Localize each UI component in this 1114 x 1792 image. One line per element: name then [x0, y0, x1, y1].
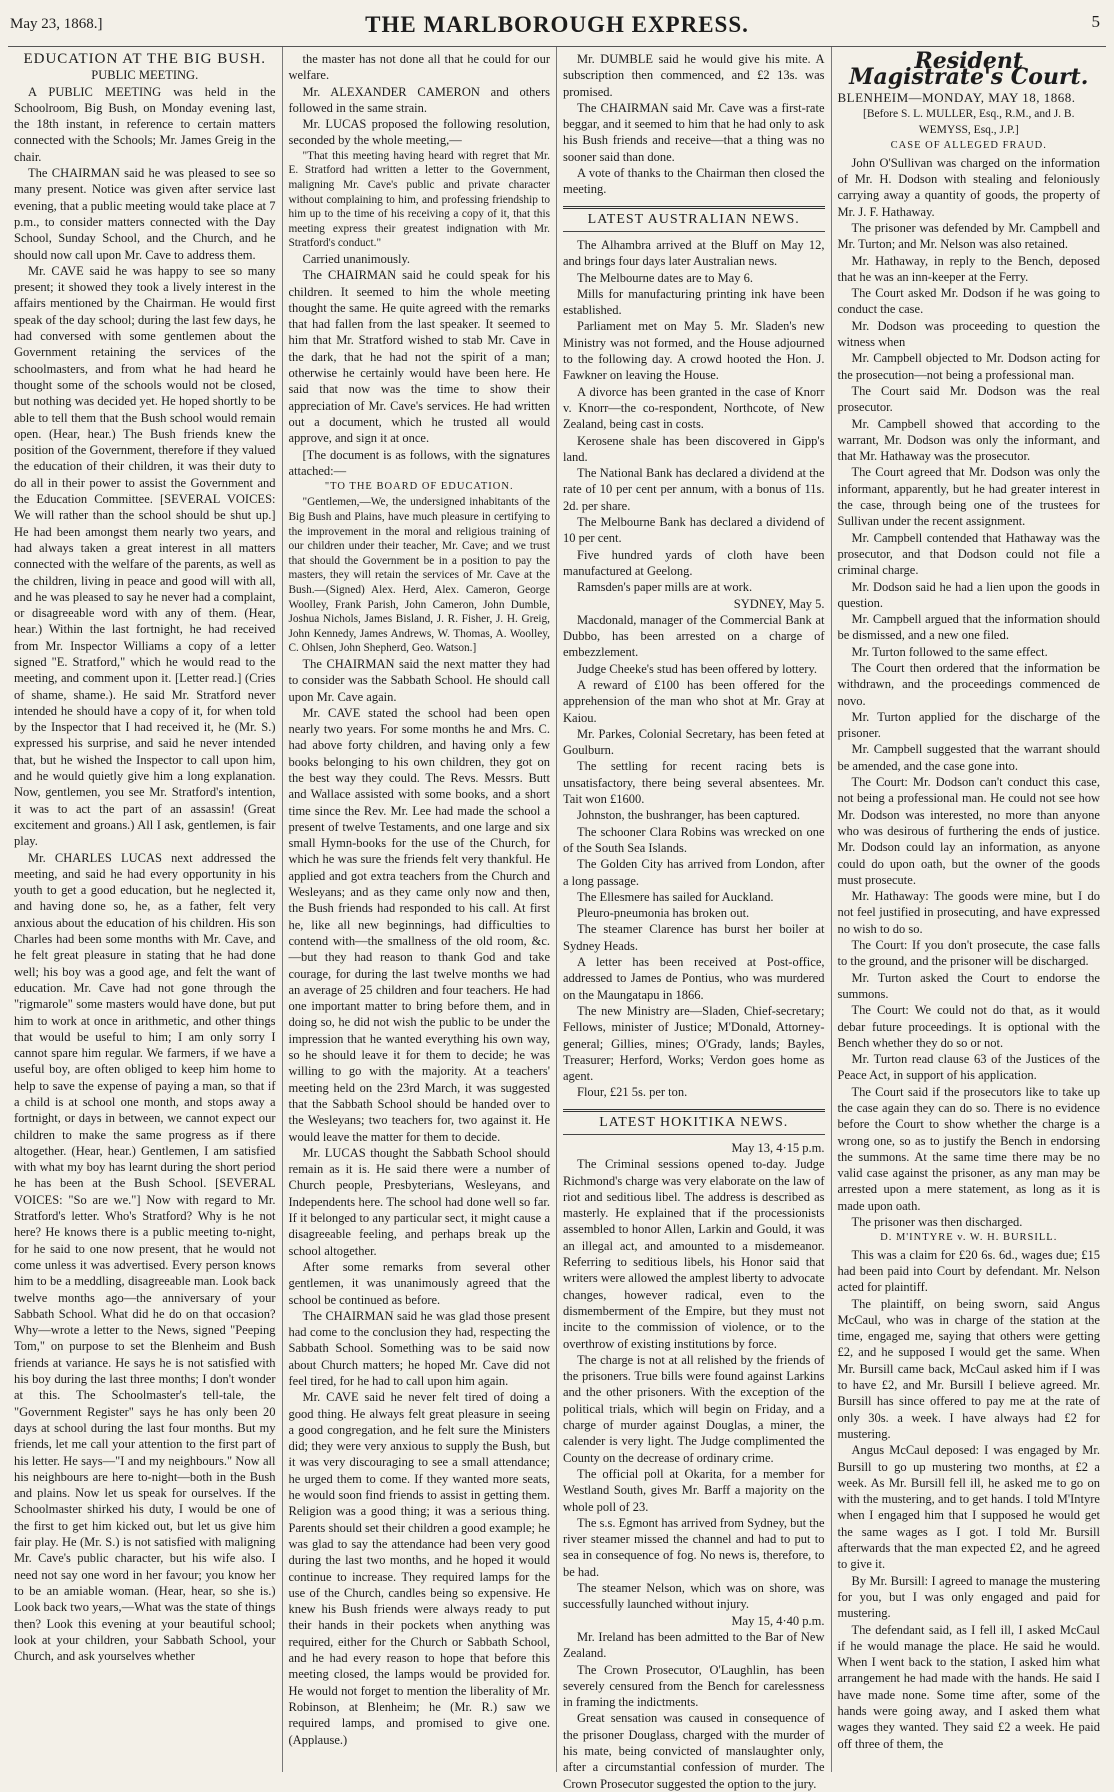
paragraph: Macdonald, manager of the Commercial Bank at Dubbo, has been arrested on a charge of embezzlement.	[563, 612, 825, 660]
paragraph: Mills for manufacturing printing ink have been established.	[563, 286, 825, 318]
article-body	[14, 84, 276, 1665]
paragraph: The Melbourne dates are to May 6.	[577, 270, 753, 285]
paragraph: Mr. DUMBLE said he would give his mite. A subscription then commenced, and £2 13s. was promised.	[563, 52, 825, 99]
paragraph: A divorce has been granted in the case of Knorr v. Knorr—the co-respondent, Northcote, of New Zealand, being cast in costs.	[563, 384, 825, 432]
paragraph: The Court then ordered that the information be withdrawn, and the proceedings commenced de novo.	[837, 660, 1100, 708]
paragraph: The prisoner was then discharged.	[851, 1215, 1023, 1230]
paragraph: Mr. Campbell objected to Mr. Dodson acting for the prosecution—not being a professional man.	[837, 351, 1100, 382]
dateline: May 13, 4·15 p.m.	[731, 1141, 825, 1155]
paragraph: The CHAIRMAN said the next matter they had to consider was the Sabbath School. He should call upon Mr. Cave again.	[288, 656, 550, 704]
column-1	[8, 47, 283, 1772]
paragraph: Mr. Dodson said he had a lien upon the goods in question.	[837, 579, 1100, 610]
paragraph: Judge Cheeke's stud has been offered by lottery.	[577, 661, 818, 676]
paragraph: The s.s. Egmont has arrived from Sydney, but the river steamer missed the channel and had to put to sea in consequence of fog. No news is, therefore, to be had.	[563, 1515, 825, 1579]
paragraph: Mr. Parkes, Colonial Secretary, has been feted at Goulburn.	[563, 726, 825, 758]
section-heading: LATEST AUSTRALIAN NEWS.	[563, 206, 825, 232]
paragraph: The Court: If you don't prosecute, the case falls to the ground, and the prisoner will be discharged.	[837, 938, 1100, 969]
paragraph: Mr. Dodson was proceeding to question the witness when	[837, 318, 1100, 350]
article-body	[289, 656, 551, 1748]
document-text: "Gentlemen,—We, the undersigned inhabitants of the Big Bush and Plains, have much pleasure in certifying to the improvement in the moral and religious training of our children under their teacher, Mr. Cave; and we trust that should the Government be in a position to pay the masters, they will retain the services of Mr. Cave at the Bush.—(Signed) Alex. Herd, Alex. Cameron, George Woolley, Frank Parish, John Cameron, John Dumble, Joshua Nichols, James Bisland, J. R. Fisher, J. H. Greig, John Kennedy, James Andrews, W. Thomas, A. Woolley, C. Ohlsen, John Shepherd, Geo. Watson.]	[288, 496, 550, 655]
article-subhead: PUBLIC MEETING.	[91, 68, 199, 83]
paragraph: The official poll at Okarita, for a member for Westland South, gives Mr. Barff a majority on the whole poll of 23.	[563, 1466, 825, 1514]
paragraph: By Mr. Bursill: I agreed to manage the mustering for you, but I was only engaged and paid for mustering.	[837, 1573, 1100, 1621]
case-title: D. M'INTYRE v. W. H. BURSILL.	[880, 1232, 1058, 1244]
article-body	[563, 51, 825, 198]
paragraph: Mr. Turton read clause 63 of the Justices of the Peace Act, in support of his application.	[837, 1052, 1100, 1083]
paragraph: The prisoner was defended by Mr. Campbell and Mr. Turton; and Mr. Nelson was also retained.	[837, 220, 1100, 252]
news-items	[563, 612, 825, 1101]
paragraph: Flour, £21 5s. per ton.	[577, 1085, 688, 1100]
columns	[8, 47, 1106, 1791]
paragraph: The National Bank has declared a dividend at the rate of 10 per cent per annum, with a bonus of 11s. 2d. per share.	[563, 466, 825, 513]
paragraph: The new Ministry are—Sladen, Chief-secretary; Fellows, minister of Justice; M'Donald, Attorney-general; Gillies, mines; O'Grady, lands; Bayles, Treasurer; Herford, Works; Verdon goes home as agent.	[563, 1003, 825, 1084]
paragraph: The Alhambra arrived at the Bluff on May 12, and brings four days later Australian news.	[563, 237, 825, 269]
paragraph: Mr. LUCAS thought the Sabbath School should remain as it is. He said there were a number of Church people, Presbyterians, Wesleyans, and Independents here. The school had done well so far. If it belonged to any particular sect, it might cause a disagreeable feeling, and perhaps break up the school altogether.	[288, 1145, 550, 1258]
court-dateline: BLENHEIM—MONDAY, MAY 18, 1868.	[837, 89, 1076, 105]
paragraph: The Ellesmere has sailed for Auckland.	[577, 889, 774, 904]
paragraph: Kerosene shale has been discovered in Gipp's land.	[563, 433, 825, 464]
paragraph: The Court agreed that Mr. Dodson was only the informant, apparently, but he had greater interest in the case, through being one of the trustees for Sullivan under the recent assignment.	[837, 465, 1100, 529]
paragraph: The CHAIRMAN said Mr. Cave was a first-rate beggar, and it seemed to him that he had only to ask his Bush friends and receive—that a thing was no sooner said than done.	[563, 100, 825, 164]
paragraph: Mr. Turton applied for the discharge of the prisoner.	[837, 709, 1100, 741]
column-4	[832, 47, 1106, 1772]
paragraph: Mr. Ireland has been admitted to the Bar of New Zealand.	[563, 1629, 825, 1661]
paragraph: The Melbourne Bank has declared a dividend of 10 per cent.	[563, 515, 825, 546]
column-2	[283, 47, 558, 1772]
paragraph: Mr. ALEXANDER CAMERON and others followed in the same strain.	[288, 84, 550, 115]
news-items	[563, 1156, 825, 1612]
page-number: 5	[1091, 12, 1100, 31]
paragraph: The CHAIRMAN said he was pleased to see so many present. Notice was given after service last evening, that a public meeting would take place at 7 p.m., to consider matters connected with the Day School, Sunday School, and the Church, and he should now call upon Mr. Cave to address them.	[14, 166, 276, 262]
paragraph: The schooner Clara Robins was wrecked on one of the South Sea Islands.	[563, 824, 825, 855]
paragraph: the master has not done all that he could for our welfare.	[288, 52, 550, 83]
article-body	[289, 51, 551, 149]
case-title: CASE OF ALLEGED FRAUD.	[890, 140, 1047, 152]
paragraph: Great sensation was caused in consequence of the prisoner Douglass, charged with the murder of his mate, being convicted of manslaughter only, after a circumstantial confession of murder. The Crown Prosecutor suggested the option to the jury.	[563, 1711, 825, 1791]
paragraph: Mr. Campbell contended that Hathaway was the prosecutor, and that Dodson could not file a criminal charge.	[837, 530, 1100, 578]
paragraph: Mr. LUCAS proposed the following resolution, seconded by the whole meeting,—	[288, 117, 550, 148]
paragraph: The steamer Clarence has burst her boiler at Sydney Heads.	[563, 922, 825, 953]
paragraph: Mr. Turton followed to the same effect.	[851, 644, 1048, 659]
masthead	[8, 6, 1106, 47]
paragraph: The Criminal sessions opened to-day. Judge Richmond's charge was very elaborate on the law of riot and seditious libel. The address is described as masterly. He explained that if the processionists assembled to honor Allen, Larkin and Gould, it was an illegal act, and amounted to a misdemeanor. Referring to seditious libels, his Honor said that writers were allowed the amplest liberty to advocate changes, however radical, even to the dismemberment of the Empire, but they must not incite to the commission of violence, or to the overthrow of existing institutions by force.	[563, 1157, 825, 1351]
paragraph: Five hundred yards of cloth have been manufactured at Geelong.	[563, 547, 825, 578]
paragraph: A letter has been received at Post-office, addressed to James de Pontius, who was murdered on the Maungatapu in 1866.	[563, 955, 825, 1002]
court-bench: [Before S. L. MULLER, Esq., R.M., and J. B. WEMYSS, Esq., J.P.]	[863, 107, 1075, 137]
paragraph: Angus McCaul deposed: I was engaged by Mr. Bursill to go up mustering two months, at £2 a week. As Mr. Bursill fell ill, he asked me to go on with the mustering, and to get hands. I told M'Intyre when I engaged him that I supposed he would get the same wages as I got. I told Mr. Bursill afterwards that the man expected £2, and he agreed to give it.	[837, 1443, 1100, 1572]
paragraph: The settling for recent racing bets is unsatisfactory, there being several absentees. Mr. Tait won £1600.	[563, 759, 825, 807]
case-report	[838, 1247, 1100, 1752]
paragraph: The CHAIRMAN said he was glad those present had come to the conclusion they had, respecting the Sabbath School. Something was to be said now about Church matters; he hoped Mr. Cave did not feel tired, for he had to call upon him again.	[288, 1308, 550, 1388]
paragraph: John O'Sullivan was charged on the information of Mr. H. Dodson with stealing and feloniously carrying away a quantity of goods, the property of Mr. J. F. Hathaway.	[837, 155, 1100, 219]
paragraph: The Court said Mr. Dodson was the real prosecutor.	[837, 383, 1100, 415]
article-headline: EDUCATION AT THE BIG BUSH.	[23, 51, 267, 67]
column-3	[557, 47, 832, 1791]
resolution-text: "That this meeting having heard with regret that Mr. E. Stratford had written a letter to the Government, maligning Mr. Cave's public and private character without complaining to him, and professing friendship to him up to the time of his receiving a copy of it, that this meeting express their greatest indignation with Mr. Stratford's conduct."	[288, 149, 550, 250]
paragraph: The defendant said, as I fell ill, I asked McCaul if he would manage the place. He said he would. When I went back to the station, I asked him what arrangement he had made with the hands. He said I have made none. Some time after, some of the hands were going away, and I asked them what wages they wanted. They said £2 a week. He paid off three of them, the	[837, 1622, 1100, 1751]
paragraph: A vote of thanks to the Chairman then closed the meeting.	[563, 166, 825, 197]
news-items	[563, 1629, 825, 1792]
paragraph: Carried unanimously.	[302, 251, 411, 266]
paragraph: Mr. CAVE stated the school had been open nearly two years. For some months he and Mrs. C. had above forty children, and having only a few books belonging to his own children, they got on the best way they could. The Revs. Messrs. Butt and Wallace assisted with some books, and a short time since the Rev. Mr. Lee had made the school a present of twelve Testaments, and one large and six small Hymn-books for the use of the Church, for which he was sure the friends felt very thankful. He applied and got extra teachers from the Church and Wesleyans; and as they came only now and then, the Bush friends had responded to his call. At first he, like all new beginnings, had difficulties to contend with—the smallness of the old room, &c.—but they had reason to thank God and take courage, for during the last twelve months we had an average of 25 children and four teachers. He had one important matter to bring before them, and in doing so, he did not wish the public to be under the impression that he wanted everything his own way, so he should leave it for them to decide; he was willing to go with the majority. At a teachers' meeting held on the 23rd March, it was suggested that the Sabbath School should be handed over to the Wesleyans; two teachers for, two against it. He would leave the matter for them to decide.	[288, 705, 550, 1144]
paragraph: The Golden City has arrived from London, after a long passage.	[563, 857, 825, 888]
issue-date: May 23, 1868.]	[10, 16, 103, 32]
paragraph: Mr. CAVE said he was happy to see so many present; it showed they took a lively interest in the affairs mentioned by the Chairman. He would first speak of the day school; during the last few days, he had conversed with some gentlemen about the Government retaining the services of the schoolmasters, and from what he had heard he thought some of the schools would not be closed, but nothing was decided yet. He hoped shortly to be able to tell them that the Bush school would remain open. (Hear, hear.) The Bush friends knew the position of the Government, therefore if they valued the education of their children, it was their duty to do all in their power to assist the Government and the Education Committee. [SEVERAL VOICES: We will rather than the school should be shut up.] He had been amongst them nearly two years, and had always taken a great interest in all matters connected with the welfare of the parents, as well as the children, living in peace and good will with all, and he was pleased to say he never had a complaint, or disagreeable word with any of them. (Hear, hear.) Within the last fortnight, he had received from Mr. Inspector Williams a copy of a letter signed "E. Stratford," which he would read to the meeting, and comment upon it. [Letter read.] (Cries of shame, shame.). He said Mr. Stratford never intended he should have a copy of it, for when told by the Inspector that I had received it, he (Mr. S.) expressed his surprise, and said he never intended that, but he wished the Inspector to call upon him, and he would quietly give him a long explanation. Now, gentlemen, you see Mr. Stratford's intention, it was to act the part of an assassin! (Great excitement and groans.) All I ask, gentlemen, is fair play.	[14, 263, 276, 849]
paragraph: [The document is as follows, with the signatures attached:—	[288, 447, 550, 478]
paragraph: Mr. Hathaway, in reply to the Bench, deposed that he was an inn-keeper at the Ferry.	[837, 253, 1100, 284]
dateline: SYDNEY, May 5.	[733, 596, 825, 611]
paragraph: The steamer Nelson, which was on shore, was successfully launched without injury.	[563, 1581, 825, 1612]
paragraph: Mr. Turton asked the Court to endorse the summons.	[837, 970, 1100, 1001]
paragraph: The charge is not at all relished by the friends of the prisoners. True bills were found against Larkins and the other prisoners. With the exception of the political trials, which will begin on Friday, and a charge of murder against Douglas, a miner, the calender is very light. The Judge complimented the County on the decrease of ordinary crime.	[563, 1352, 825, 1465]
section-headline: Resident Magistrate's Court.	[849, 48, 1089, 91]
paragraph: A reward of £100 has been offered for the apprehension of the man who shot at Mr. Gray at Kaiou.	[563, 677, 825, 725]
paragraph: The Crown Prosecutor, O'Laughlin, has been severely censured from the Bench for carelessness in framing the indictments.	[563, 1662, 825, 1710]
paragraph: Mr. Campbell suggested that the warrant should be amended, and the case gone into.	[837, 742, 1100, 773]
section-heading: LATEST HOKITIKA NEWS.	[563, 1109, 825, 1135]
newspaper-title: THE MARLBOROUGH EXPRESS.	[365, 12, 749, 37]
paragraph: Mr. Campbell showed that according to the warrant, Mr. Dodson was only the informant, and that Mr. Hathaway was the prosecutor.	[837, 416, 1100, 464]
paragraph: Mr. CAVE said he never felt tired of doing a good thing. He always felt great pleasure in seeing a good congregation, and he felt sure the Ministers did; they were very anxious to supply the Bush, but it was very discouraging to see a small attendance; he urged them to come. If they wanted more seats, he would soon find friends to assist in getting them. Religion was a good thing; it was a serious thing. Parents should set their children a good example; he was glad to say the attendance had been very good during the last two months, and he hoped it would continue to increase. They required lamps for the use of the Church, candles being so expensive. He knew his Bush friends were always ready to put their hands in their pockets when anything was required, either for the Church or Sabbath School, and he had every reason to hope that before this meeting closed, the lamps would be provided for. He would not forget to mention the liberality of Mr. Robinson, at Blenheim; he (Mr. R.) saw we required lamps, and promised to give one. (Applause.)	[288, 1390, 550, 1747]
news-items	[563, 237, 825, 596]
case-report	[838, 155, 1100, 1231]
paragraph: The Court asked Mr. Dodson if he was going to conduct the case.	[837, 286, 1100, 317]
paragraph: Mr. Campbell argued that the information should be dismissed, and a new one filed.	[837, 612, 1100, 643]
paragraph: The plaintiff, on being sworn, said Angus McCaul, who was in charge of the station at the time, engaged me, saying that others were getting £2, and he supposed I would get the same. When Mr. Bursill came back, McCaul asked him if I was to have £2, and Mr. Bursill I believe agreed. Mr. Bursill has since offered to pay me at the rate of only 30s. a week. I have always had £2 for mustering.	[837, 1296, 1100, 1441]
paragraph: The Court: We could not do that, as it would debar future proceedings. It is optional with the Bench whether they do so or not.	[837, 1003, 1100, 1050]
paragraph: The Court: Mr. Dodson can't conduct this case, not being a professional man. He could not see how Mr. Dodson was interested, no more than anyone who was desirous of furthering the ends of justice. Mr. Dodson could lay an information, as anyone could do upon oath, but the owner of the goods must prosecute.	[837, 775, 1100, 887]
paragraph: Parliament met on May 5. Mr. Sladen's new Ministry was not formed, and the House adjourned to the following day. A crowd hooted the Hon. J. Fawkner on leaving the House.	[563, 319, 825, 383]
article-body	[289, 251, 551, 479]
paragraph: The Court said if the prosecutors like to take up the case again they can do so. There is no evidence before the Court to show whether the charge is a wrong one, so as to justify the Bench in endorsing the summons. At the same time there may be no valid case against the prisoner, as any man may be arrested upon a mere statement, as long as it is made upon oath.	[837, 1084, 1100, 1213]
paragraph: Ramsden's paper mills are at work.	[577, 580, 753, 595]
paragraph: Mr. CHARLES LUCAS next addressed the meeting, and said he had every opportunity in his youth to get a good education, but he neglected it, and having done so, he, as a father, felt very anxious about the education of his children. His son Charles had been some months with Mr. Cave, and he felt great pleasure in stating that he had done well; his boy was a good age, and felt the want of education. Mr. Cave had not gone through the "rigmarole" some masters would have done, but put him to work at once in arithmetic, and other things that would be useful to him; I am only sorry I cannot spare him regular. We farmers, if we have a useful boy, are often obliged to keep him home to help to save the expense of paying a man, so that if a child is at school one month, and stops away a fortnight, or days in between, we cannot expect our children to make the same progress as if there altogether. (Hear, hear.) Gentlemen, I am satisfied with what my boy has learnt during the short period he has been at the Bush School. [SEVERAL VOICES: "So are we."] Now with regard to Mr. Stratford's letter. Who's Stratford? Why is he not here? He knows there is a public meeting to-night, for he said to one now present, that he would not come unless it was advertised. Every person knows him to be a meddling, disagreeable man. Look back twelve months ago—the anniversary of your Sabbath School. What did he do on that occasion? Why—wrote a letter to the News, signed "Peeping Tom," on purpose to set the Blenheim and Bush friends at variance. He says he is not satisfied with his boy during the last three months; I don't wonder at this. The Schoolmaster's tell-tale, the "Government Register" says he has only been 20 days at school during the last four months. But my friends, let me call your attention to the first part of his letter. He says—"I and my neighbours." Now all his neighbours are here to-night—both in the Bush and plains. Now let us speak for ourselves. If the Schoolmaster shirked his duty, I would be one of the first to get him kicked out, but let us give him fair play. He (Mr. S.) is not satisfied with maligning Mr. Cave's public character, but his wife also. I need not say one word in her favour; you know her to be an amiable woman. (Hear, hear, so she is.) Look back two years,—What was the state of things then? Look this evening at your beautiful school; look at your children, your Sabbath School, your Church, and ask yourselves whether	[14, 850, 276, 1664]
paragraph: This was a claim for £20 6s. 6d., wages due; £15 had been paid into Court by defendant. Mr. Nelson acted for plaintiff.	[837, 1247, 1100, 1295]
paragraph: A PUBLIC MEETING was held in the Schoolroom, Big Bush, on Monday evening last, the 18th instant, in reference to certain matters connected with the Schools; Mr. James Greig in the chair.	[14, 84, 276, 164]
dateline: May 15, 4·40 p.m.	[731, 1613, 825, 1628]
paragraph: Johnston, the bushranger, has been captured.	[577, 808, 801, 823]
document-heading: "TO THE BOARD OF EDUCATION.	[324, 481, 514, 493]
paragraph: The CHAIRMAN said he could speak for his children. It seemed to him the whole meeting thought the same. He quite agreed with the remarks that had fallen from the last speaker. It seemed to him that Mr. Stratford wished to stab Mr. Cave in the dark, that he had not the spirit of a man; otherwise he certainly would have been here. He said that now was the time to show their appreciation of Mr. Cave's services. He had written out a document, which he trusted all would approve, and sign it at once.	[288, 268, 550, 446]
paragraph: Mr. Hathaway: The goods were mine, but I do not feel justified in prosecuting, and have expressed no wish to do so.	[837, 889, 1100, 936]
paragraph: Pleuro-pneumonia has broken out.	[577, 906, 750, 921]
paragraph: After some remarks from several other gentlemen, it was unanimously agreed that the school be continued as before.	[288, 1259, 550, 1307]
